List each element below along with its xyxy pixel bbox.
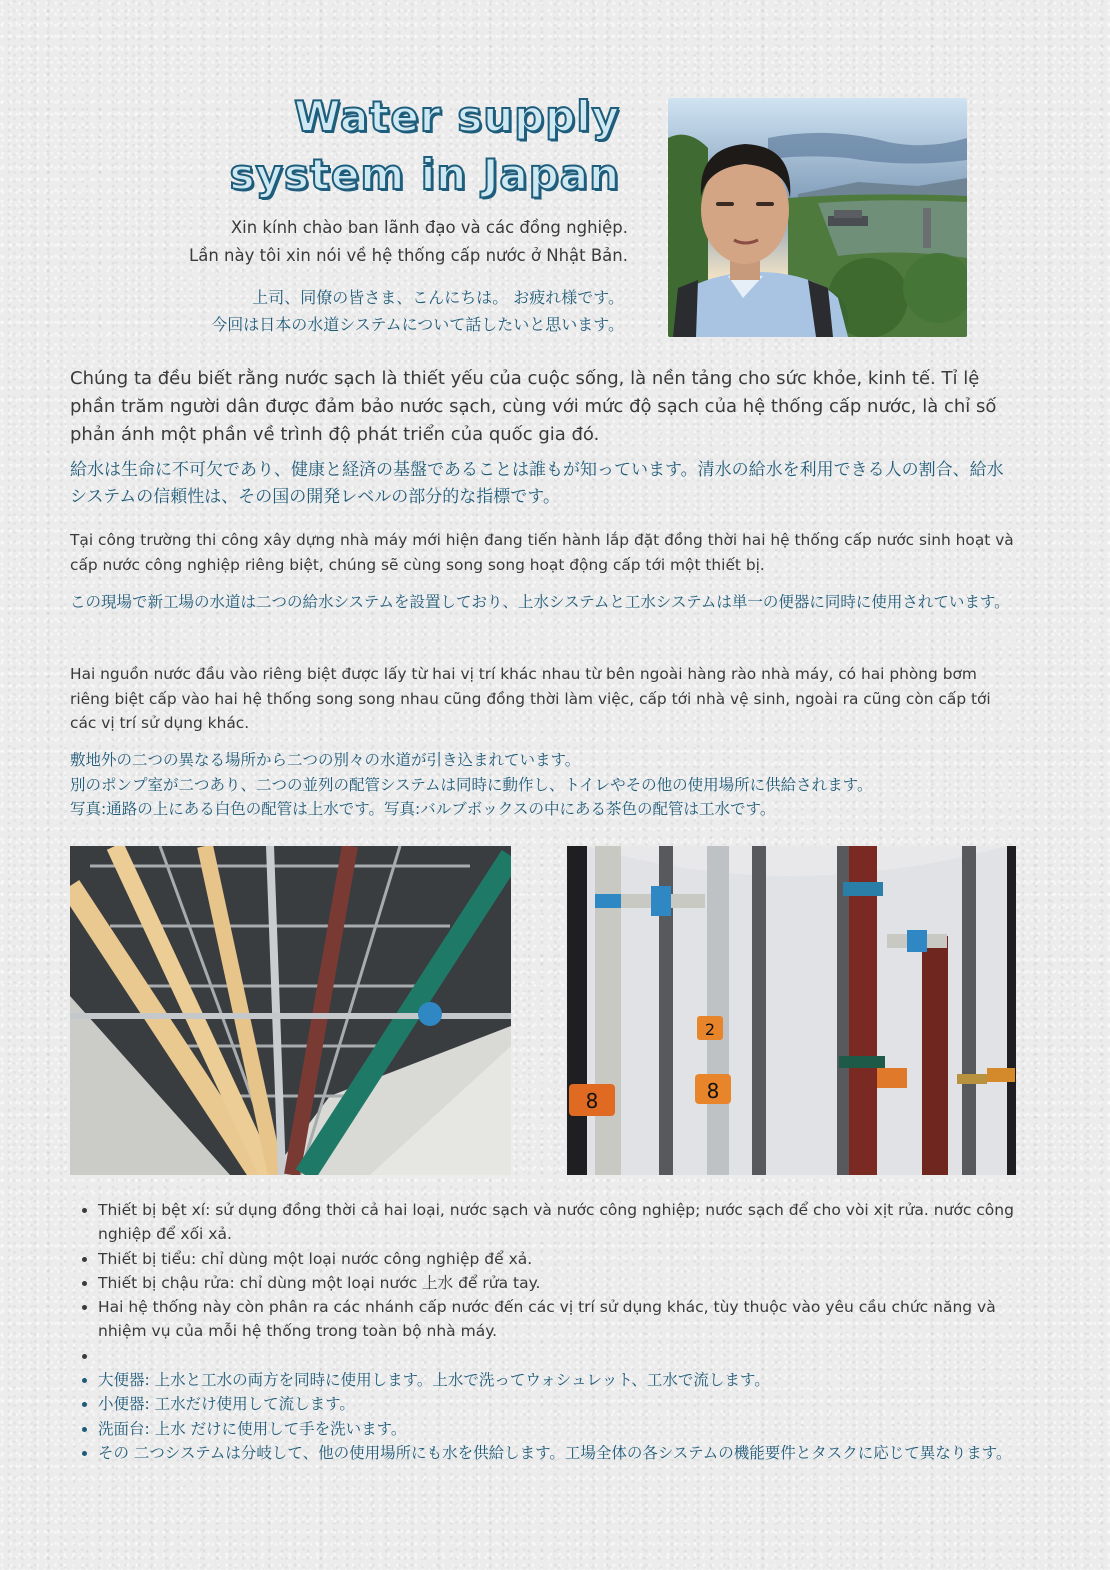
list-item: • Thiết bị chậu rửa: chỉ dùng một loại nước 上水 để rửa tay. [98, 1271, 1018, 1295]
greeting-vi-line-1: Xin kính chào ban lãnh đạo và các đồng nghiệp. [230, 218, 628, 237]
greeting-vi-line-2: Lần này tôi xin nói về hệ thống cấp nước ở Nhật Bản. [189, 246, 628, 265]
list-item: • その 二つシステムは分岐して、他の使用場所にも水を供給します。工場全体の各システムの機能要件とタスクに応じて異なります。 [98, 1441, 1018, 1465]
list-item: • Thiết bị bệt xí: sử dụng đồng thời cả hai loại, nước sạch và nước công nghiệp; nước sạch để cho vòi xịt rửa. nước công nghiệp để xối xả. [98, 1198, 1018, 1247]
valve-box-pipes-photo [567, 846, 1016, 1175]
greeting-vietnamese [120, 214, 628, 270]
portrait-illustration [668, 98, 967, 337]
valve-tag-3: 8 [706, 1079, 720, 1103]
title-line-2: system in Japan [229, 150, 620, 199]
author-portrait-photo [668, 98, 967, 337]
sources-paragraph-jp [70, 748, 1018, 822]
intro-paragraph-jp: 給水は生命に不可欠であり、健康と経済の基盤であることは誰もが知っています。清水の給水を利用できる人の割合、給水システムの信頼性は、その国の開発レベルの部分的な指標です。 [70, 460, 1004, 507]
valve-tag-1: 8 [585, 1089, 599, 1113]
list-item: • 大便器: 上水と工水の両方を同時に使用します。上水で洗ってウォシュレット、工水で流します。 [98, 1368, 1018, 1392]
list-item: • 小便器: 工水だけ使用して流します。 [98, 1392, 1018, 1416]
site-paragraph-vi: Tại công trường thi công xây dựng nhà máy mới hiện đang tiến hành lắp đặt đồng thời hai hệ thống cấp nước sinh hoạt và cấp nước công nghiệp riêng biệt, chúng sẽ cùng song song hoạt động cấp tới một thiết bị. [70, 531, 1014, 574]
title-line-1: Water supply [294, 92, 620, 141]
valve-box-illustration [567, 846, 1016, 1175]
greeting-jp-line-2: 今回は日本の水道システムについて話したいと思います。 [211, 315, 624, 334]
sources-jp-line-2: 別のポンプ室が二つあり、二つの並列の配管システムは同時に動作し、トイレやその他の使用場所に供給されます。 [70, 775, 873, 794]
intro-paragraph-vi: Chúng ta đều biết rằng nước sạch là thiết yếu của cuộc sống, là nền tảng cho sức khỏe, kinh tế. Tỉ lệ phần trăm người dân được đảm bảo nước sạch, cùng với mức độ sạch của hệ thống cấp nước, là chỉ số phản ánh một phần về trình độ phát triển của quốc gia đó. [70, 368, 997, 445]
greeting-jp-line-1: 上司、同僚の皆さま、こんにちは。 お疲れ様です。 [252, 288, 624, 307]
page-title [180, 88, 620, 204]
site-paragraph-jp: この現場で新工場の水道は二つの給水システムを設置しており、上水システムと工水システムは単一の便器に同時に使用されています。 [70, 593, 1010, 611]
valve-tag-2: 2 [704, 1020, 716, 1039]
greeting-japanese [120, 284, 624, 338]
device-usage-list [70, 1198, 1018, 1465]
ceiling-pipes-illustration [70, 846, 511, 1175]
sources-jp-line-1: 敷地外の二つの異なる場所から二つの別々の水道が引き込まれています。 [70, 751, 581, 769]
sources-jp-line-3: 写真:通路の上にある白色の配管は上水です。写真:バルブボックスの中にある茶色の配管は工水です。 [70, 800, 776, 818]
list-item: • 洗面台: 上水 だけに使用して手を洗います。 [98, 1417, 1018, 1441]
list-item: • Thiết bị tiểu: chỉ dùng một loại nước công nghiệp để xả. [98, 1247, 1018, 1271]
sources-paragraph-vi: Hai nguồn nước đầu vào riêng biệt được lấy từ hai vị trí khác nhau từ bên ngoài hàng rào nhà máy, có hai phòng bơm riêng biệt cấp vào hai hệ thống song song nhau cũng đồng thời làm việc, cấp tới nhà vệ sinh, ngoài ra cũng còn cấp tới các vị trí sử dụng khác. [70, 665, 991, 732]
ceiling-pipes-photo [70, 846, 511, 1175]
list-item: • Hai hệ thống này còn phân ra các nhánh cấp nước đến các vị trí sử dụng khác, tùy thuộc vào yêu cầu chức năng và nhiệm vụ của mỗi hệ thống trong toàn bộ nhà máy. [98, 1295, 1018, 1344]
list-item-empty [98, 1344, 1018, 1368]
